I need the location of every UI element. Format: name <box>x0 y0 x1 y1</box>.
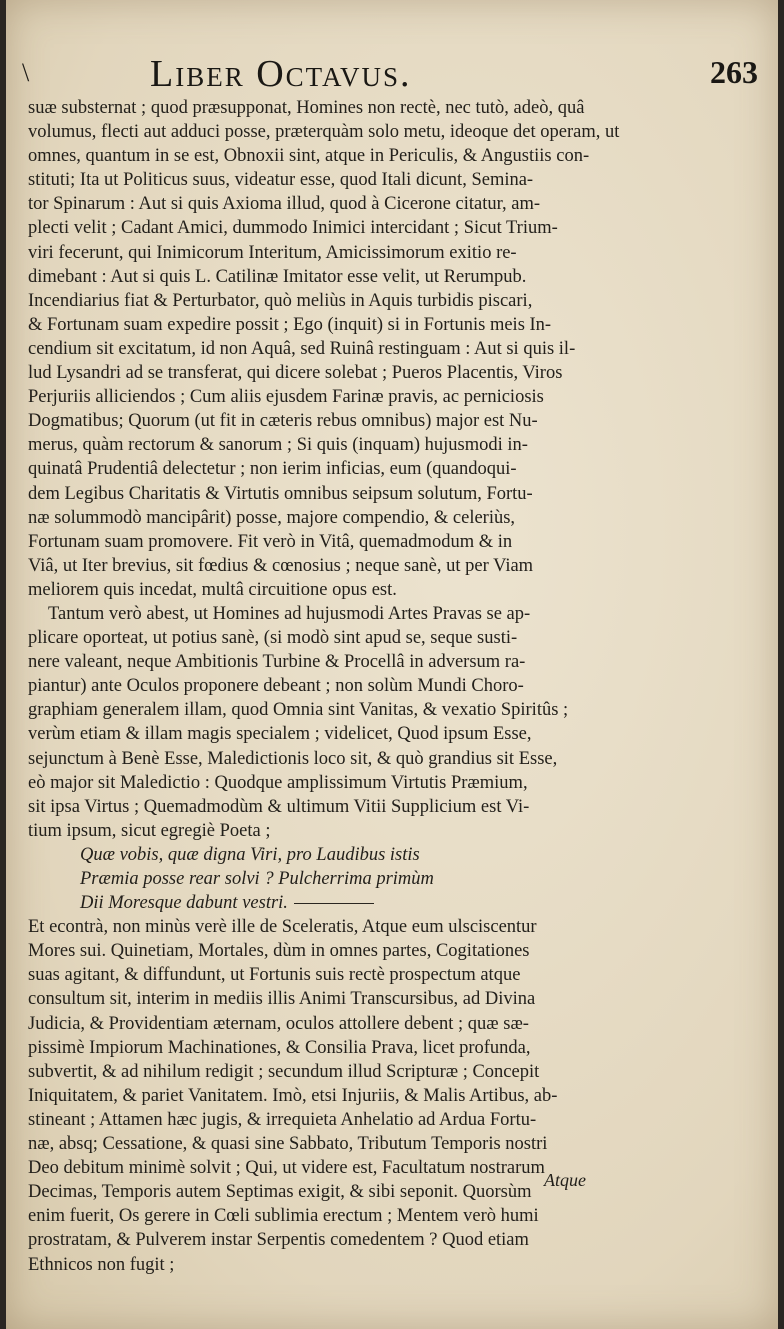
page-number: 263 <box>710 54 758 90</box>
text-line: Decimas, Temporis autem Septimas exigit, & sibi seponit. Quorsùm <box>28 1182 532 1203</box>
text-line: piantur) ante Oculos proponere debeant ; non solùm Mundi Choro- <box>28 676 524 697</box>
text-line: tium ipsum, sicut egregiè Poeta ; <box>28 820 271 841</box>
margin-mark: \ <box>22 58 30 87</box>
text-line: plecti velit ; Cadant Amici, dummodo Inimici intercidant ; Sicut Trium- <box>28 218 558 239</box>
text-line: nere valeant, neque Ambitionis Turbine & Procellâ in adversum ra- <box>28 652 526 673</box>
text-line: lud Lysandri ad se transferat, qui dicere solebat ; Pueros Placentis, Viros <box>28 363 563 384</box>
text-line: stituti; Ita ut Politicus suus, videatur esse, quod Itali dicunt, Semina- <box>28 170 534 191</box>
verse-line: Præmia posse rear solvi ? Pulcherrima primùm <box>80 869 434 889</box>
verse-line <box>28 891 776 915</box>
text-line: Iniquitatem, & pariet Vanitatem. Imò, etsi Injuriis, & Malis Artibus, ab- <box>28 1085 558 1106</box>
text-line: volumus, flecti aut adduci posse, præterquàm solo metu, ideoque det operam, ut <box>28 122 620 143</box>
text-line: & Fortunam suam expedire possit ; Ego (inquit) si in Fortunis meis In- <box>28 314 552 335</box>
text-line: omnes, quantum in se est, Obnoxii sint, atque in Periculis, & Angustiis con- <box>28 146 590 167</box>
text-line: suæ substernat ; quod præsupponat, Homines non rectè, nec tutò, adeò, quâ <box>28 98 585 118</box>
text-line: meliorem quis incedat, multâ circuitione opus est. <box>28 579 397 600</box>
page-title: Liber Octavus. <box>150 53 412 95</box>
paragraph-start-line: Tantum verò abest, ut Homines ad hujusmodi Artes Pravas se ap- <box>48 603 531 624</box>
text-line: graphiam generalem illam, quod Omnia sint Vanitas, & vexatio Spiritûs ; <box>28 700 569 721</box>
text-line: dimebant : Aut si quis L. Catilinæ Imitator esse velit, ut Rerumpub. <box>28 266 527 287</box>
text-line: verùm etiam & illam magis specialem ; videlicet, Quod ipsum Esse, <box>28 724 532 745</box>
verse-text: Dii Moresque dabunt vestri. <box>80 893 288 914</box>
text-line: stineant ; Attamen hæc jugis, & irrequieta Anhelatio ad Ardua Fortu- <box>28 1109 537 1130</box>
text-line: Et econtrà, non minùs verè ille de Sceleratis, Atque eum ulsciscentur <box>28 917 537 938</box>
text-line: plicare oporteat, ut potius sanè, (si modò sint apud se, seque susti- <box>28 628 518 649</box>
verse-rule <box>294 903 374 904</box>
text-line: viri fecerunt, qui Inimicorum Interitum, Amicissimorum exitio re- <box>28 242 517 263</box>
text-body <box>28 96 776 1277</box>
text-line: næ solummodò mancipârit) posse, majore compendio, & celeriùs, <box>28 507 516 528</box>
catchword: Atque <box>544 1170 586 1190</box>
text-line: suas agitant, & diffundunt, ut Fortunis suis rectè prospectum atque <box>28 965 521 986</box>
text-line: pissimè Impiorum Machinationes, & Consilia Prava, licet profunda, <box>28 1037 531 1058</box>
text-line: Ethnicos non fugit ; <box>28 1254 175 1275</box>
text-line: dem Legibus Charitatis & Virtutis omnibus seipsum solutum, Fortu- <box>28 483 533 504</box>
text-line: Judicia, & Providentiam æternam, oculos attollere debent ; quæ sæ- <box>28 1013 529 1034</box>
book-page <box>6 0 778 1329</box>
text-line: enim fuerit, Os gerere in Cœli sublimia erectum ; Mentem verò humi <box>28 1206 539 1227</box>
text-line: næ, absq; Cessatione, & quasi sine Sabbato, Tributum Temporis nostri <box>28 1134 548 1155</box>
text-line: Fortunam suam promovere. Fit verò in Vitâ, quemadmodum & in <box>28 531 513 552</box>
text-line: sejunctum à Benè Esse, Maledictionis loco sit, & quò grandius sit Esse, <box>28 748 558 769</box>
verse-line: Quæ vobis, quæ digna Viri, pro Laudibus istis <box>80 844 420 865</box>
text-line: tor Spinarum : Aut si quis Axioma illud, quod à Cicerone citatur, am- <box>28 194 541 215</box>
running-head <box>6 52 778 96</box>
text-line: subvertit, & ad nihilum redigit ; secundum illud Scripturæ ; Concepit <box>28 1061 540 1082</box>
text-line: Dogmatibus; Quorum (ut fit in cæteris rebus omnibus) major est Nu- <box>28 411 538 432</box>
text-line: sit ipsa Virtus ; Quemadmodùm & ultimum Vitii Supplicium est Vi- <box>28 796 530 817</box>
text-line: quinatâ Prudentiâ delectetur ; non ierim inficias, eum (quandoqui- <box>28 459 517 480</box>
text-line: Incendiarius fiat & Perturbator, quò meliùs in Aquis turbidis piscari, <box>28 290 533 311</box>
text-line: merus, quàm rectorum & sanorum ; Si quis (inquam) hujusmodi in- <box>28 435 528 456</box>
text-line: Mores sui. Quinetiam, Mortales, dùm in omnes partes, Cogitationes <box>28 941 530 962</box>
text-line: Perjuriis alliciendos ; Cum aliis ejusdem Farinæ pravis, ac perniciosis <box>28 387 544 408</box>
text-line: prostratam, & Pulverem instar Serpentis comedentem ? Quod etiam <box>28 1230 529 1251</box>
text-line: Viâ, ut Iter brevius, sit fœdius & cœnosius ; neque sanè, ut per Viam <box>28 555 534 576</box>
text-line: cendium sit excitatum, id non Aquâ, sed Ruinâ restinguam : Aut si quis il- <box>28 338 576 359</box>
text-line: Deo debitum minimè solvit ; Qui, ut videre est, Facultatum nostrarum <box>28 1158 545 1179</box>
text-line: consultum sit, interim in mediis illis Animi Transcursibus, ad Divina <box>28 989 536 1010</box>
text-line: eò major sit Maledictio : Quodque amplissimum Virtutis Præmium, <box>28 772 528 793</box>
